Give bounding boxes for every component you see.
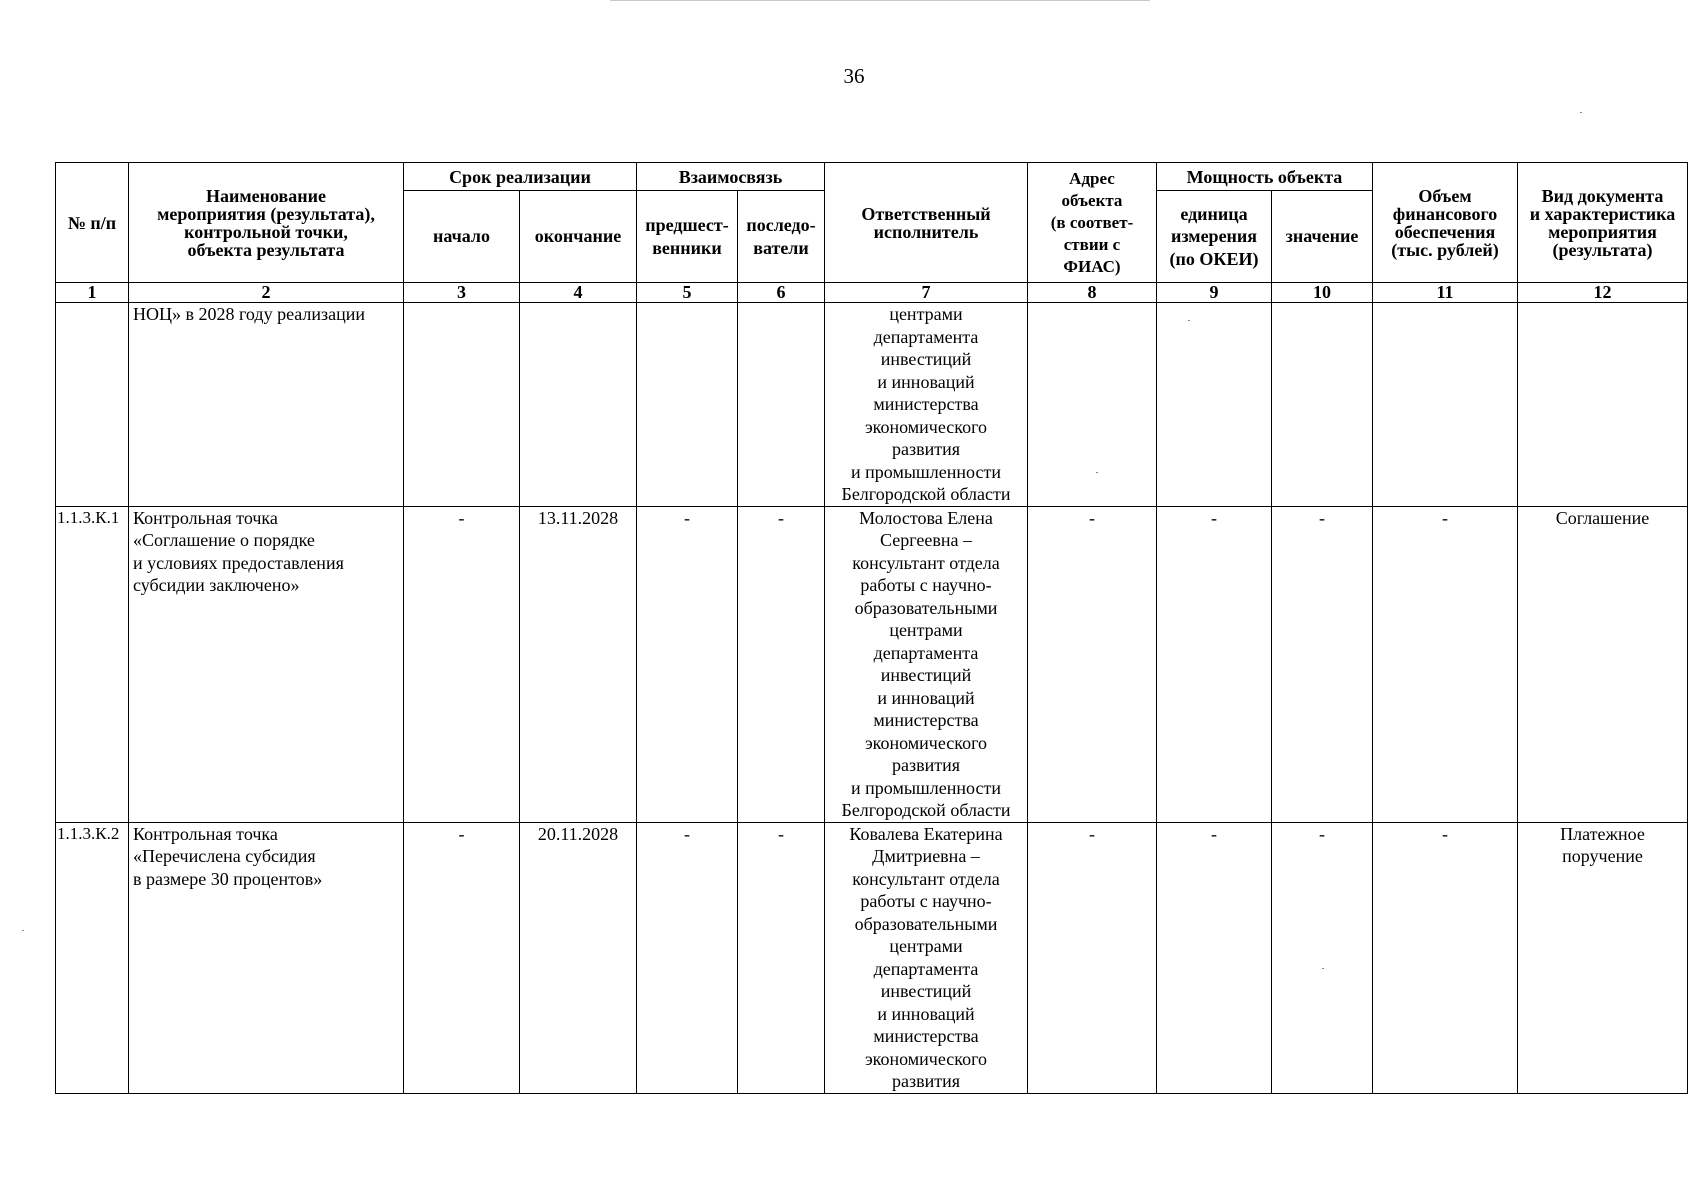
row-start: - — [404, 822, 520, 1093]
cell-line: (в соответ- — [1050, 212, 1134, 232]
row-finance: - — [1373, 506, 1518, 822]
cell-line: образовательными — [854, 597, 998, 618]
cell-line: мероприятия (результата), — [157, 203, 375, 224]
cell-line: мероприятия — [1548, 221, 1657, 242]
cell-line: министерства — [873, 394, 979, 414]
column-number-2: 2 — [129, 283, 404, 303]
cell-line: департамента — [873, 642, 979, 663]
header-moshchnost: Мощность объекта — [1157, 163, 1373, 191]
cell-line: развития — [891, 1071, 960, 1091]
cell-line: консультант отдела — [852, 868, 1000, 889]
row-end: 13.11.2028 — [520, 506, 637, 822]
cell-line: экономического — [864, 732, 988, 753]
header-predecessors — [637, 191, 738, 283]
row-predecessors: - — [637, 822, 738, 1093]
schedule-table — [55, 162, 1688, 1094]
row-code: 1.1.3.К.2 — [56, 822, 129, 1093]
scan-speck — [22, 930, 24, 931]
cell-line: департамента — [873, 958, 979, 979]
table-row — [56, 822, 1688, 1093]
row-predecessors — [637, 303, 738, 507]
row-end — [520, 303, 637, 507]
column-number-8: 8 — [1028, 283, 1157, 303]
row-executor — [825, 506, 1028, 822]
column-number-11: 11 — [1373, 283, 1518, 303]
header-unit — [1157, 191, 1272, 283]
column-number-5: 5 — [637, 283, 738, 303]
cell-line: обеспечения — [1394, 221, 1496, 242]
cell-line: центрами — [889, 620, 963, 640]
cell-line: инвестиций — [880, 981, 972, 1001]
row-doc — [1518, 822, 1688, 1093]
cell-line: ствии с — [1063, 234, 1121, 254]
cell-line: министерства — [873, 710, 979, 730]
cell-line: Дмитриевна – — [872, 846, 980, 866]
column-number-9: 9 — [1157, 283, 1272, 303]
cell-line: и инноваций — [877, 687, 975, 708]
cell-line: Молостова Елена — [859, 507, 993, 528]
header-executor — [825, 163, 1028, 283]
table-row — [56, 506, 1688, 822]
cell-line: Белгородской области — [841, 800, 1011, 820]
cell-line: Ковалева Екатерина — [849, 823, 1003, 844]
cell-line: Наименование — [206, 185, 326, 206]
scan-speck — [1322, 968, 1324, 969]
row-address: - — [1028, 506, 1157, 822]
cell-line: «Соглашение о порядке — [133, 530, 315, 550]
row-start: - — [404, 506, 520, 822]
table-body — [56, 303, 1688, 1094]
column-number-3: 3 — [404, 283, 520, 303]
column-number-4: 4 — [520, 283, 637, 303]
cell-line: субсидии заключено» — [133, 575, 300, 595]
cell-line: венники — [652, 237, 722, 258]
cell-line: образовательными — [854, 913, 998, 934]
cell-line: и инноваций — [877, 371, 975, 392]
cell-line: консультант отдела — [852, 552, 1000, 573]
cell-line: «Перечислена субсидия — [133, 846, 316, 866]
cell-line: и условиях предоставления — [133, 552, 344, 573]
header-name — [129, 163, 404, 283]
row-name — [129, 506, 404, 822]
cell-line: Ответственный — [861, 203, 991, 224]
cell-line: предшест- — [645, 215, 729, 235]
cell-line: Контрольная точка — [133, 507, 278, 528]
cell-line: (по ОКЕИ) — [1169, 248, 1259, 269]
row-name — [129, 822, 404, 1093]
cell-line: центрами — [889, 936, 963, 956]
column-number-6: 6 — [738, 283, 825, 303]
cell-line: Платежное — [1560, 823, 1645, 844]
row-end: 20.11.2028 — [520, 822, 637, 1093]
header-vzaimosvyaz: Взаимосвязь — [637, 163, 825, 191]
row-unit: - — [1157, 822, 1272, 1093]
cell-line: и инноваций — [877, 1003, 975, 1024]
cell-line: Вид документа — [1541, 185, 1664, 206]
cell-line: развития — [891, 439, 960, 459]
header-successors — [738, 191, 825, 283]
cell-line: контрольной точки, — [184, 221, 348, 242]
row-code: 1.1.3.К.1 — [56, 506, 129, 822]
cell-line: и характеристика — [1529, 203, 1676, 224]
header-doc — [1518, 163, 1688, 283]
column-number-1: 1 — [56, 283, 129, 303]
cell-line: исполнитель — [873, 221, 979, 242]
cell-line: последо- — [746, 215, 816, 235]
row-unit — [1157, 303, 1272, 507]
row-successors — [738, 303, 825, 507]
cell-line: работы с научно- — [860, 575, 992, 595]
table-row — [56, 303, 1688, 507]
scan-speck — [1188, 320, 1190, 321]
cell-line: ФИАС) — [1063, 256, 1121, 276]
row-successors: - — [738, 822, 825, 1093]
cell-line: поручение — [1562, 846, 1643, 866]
header-address — [1028, 163, 1157, 283]
cell-line: и промышленности — [851, 461, 1001, 482]
header-value: значение — [1272, 191, 1373, 283]
cell-line: Объем — [1418, 185, 1472, 206]
cell-line: работы с научно- — [860, 891, 992, 911]
cell-line: развития — [891, 755, 960, 775]
cell-line: инвестиций — [880, 665, 972, 685]
cell-line: Соглашение — [1555, 507, 1650, 528]
row-code — [56, 303, 129, 507]
cell-line: экономического — [864, 416, 988, 437]
row-address — [1028, 303, 1157, 507]
cell-line: Контрольная точка — [133, 823, 278, 844]
row-value: - — [1272, 506, 1373, 822]
cell-line: ватели — [753, 237, 809, 258]
column-number-7: 7 — [825, 283, 1028, 303]
row-successors: - — [738, 506, 825, 822]
cell-line: объекта — [1061, 190, 1123, 210]
row-finance: - — [1373, 822, 1518, 1093]
cell-line: НОЦ» в 2028 году реализации — [133, 304, 366, 324]
cell-line: департамента — [873, 326, 979, 347]
row-executor — [825, 822, 1028, 1093]
scan-edge-line — [610, 0, 1150, 1]
row-doc — [1518, 303, 1688, 507]
scan-speck — [1096, 472, 1098, 473]
scan-speck — [1580, 112, 1582, 113]
row-unit: - — [1157, 506, 1272, 822]
cell-line: единица — [1180, 203, 1248, 224]
cell-line: (тыс. рублей) — [1391, 239, 1499, 260]
row-name — [129, 303, 404, 507]
cell-line: объекта результата — [187, 239, 345, 260]
row-address: - — [1028, 822, 1157, 1093]
cell-line: Адрес — [1069, 168, 1115, 188]
cell-line: в размере 30 процентов» — [133, 868, 323, 889]
row-finance — [1373, 303, 1518, 507]
header-num: № п/п — [56, 163, 129, 283]
page-number: 36 — [843, 64, 865, 88]
column-numbers-row — [56, 283, 1688, 303]
cell-line: Сергеевна – — [880, 530, 972, 550]
cell-line: инвестиций — [880, 349, 972, 369]
header-end: окончание — [520, 191, 637, 283]
cell-line: экономического — [864, 1048, 988, 1069]
row-value: - — [1272, 822, 1373, 1093]
cell-line: и промышленности — [851, 777, 1001, 798]
cell-line: центрами — [889, 304, 963, 324]
cell-line: (результата) — [1552, 239, 1653, 260]
cell-line: министерства — [873, 1026, 979, 1046]
cell-line: финансового — [1392, 203, 1498, 224]
row-start — [404, 303, 520, 507]
row-predecessors: - — [637, 506, 738, 822]
row-value — [1272, 303, 1373, 507]
row-doc — [1518, 506, 1688, 822]
column-number-10: 10 — [1272, 283, 1373, 303]
header-finance — [1373, 163, 1518, 283]
column-number-12: 12 — [1518, 283, 1688, 303]
cell-line: измерения — [1170, 226, 1258, 247]
header-srok: Срок реализации — [404, 163, 637, 191]
row-executor — [825, 303, 1028, 507]
cell-line: Белгородской области — [841, 484, 1011, 504]
header-start: начало — [404, 191, 520, 283]
